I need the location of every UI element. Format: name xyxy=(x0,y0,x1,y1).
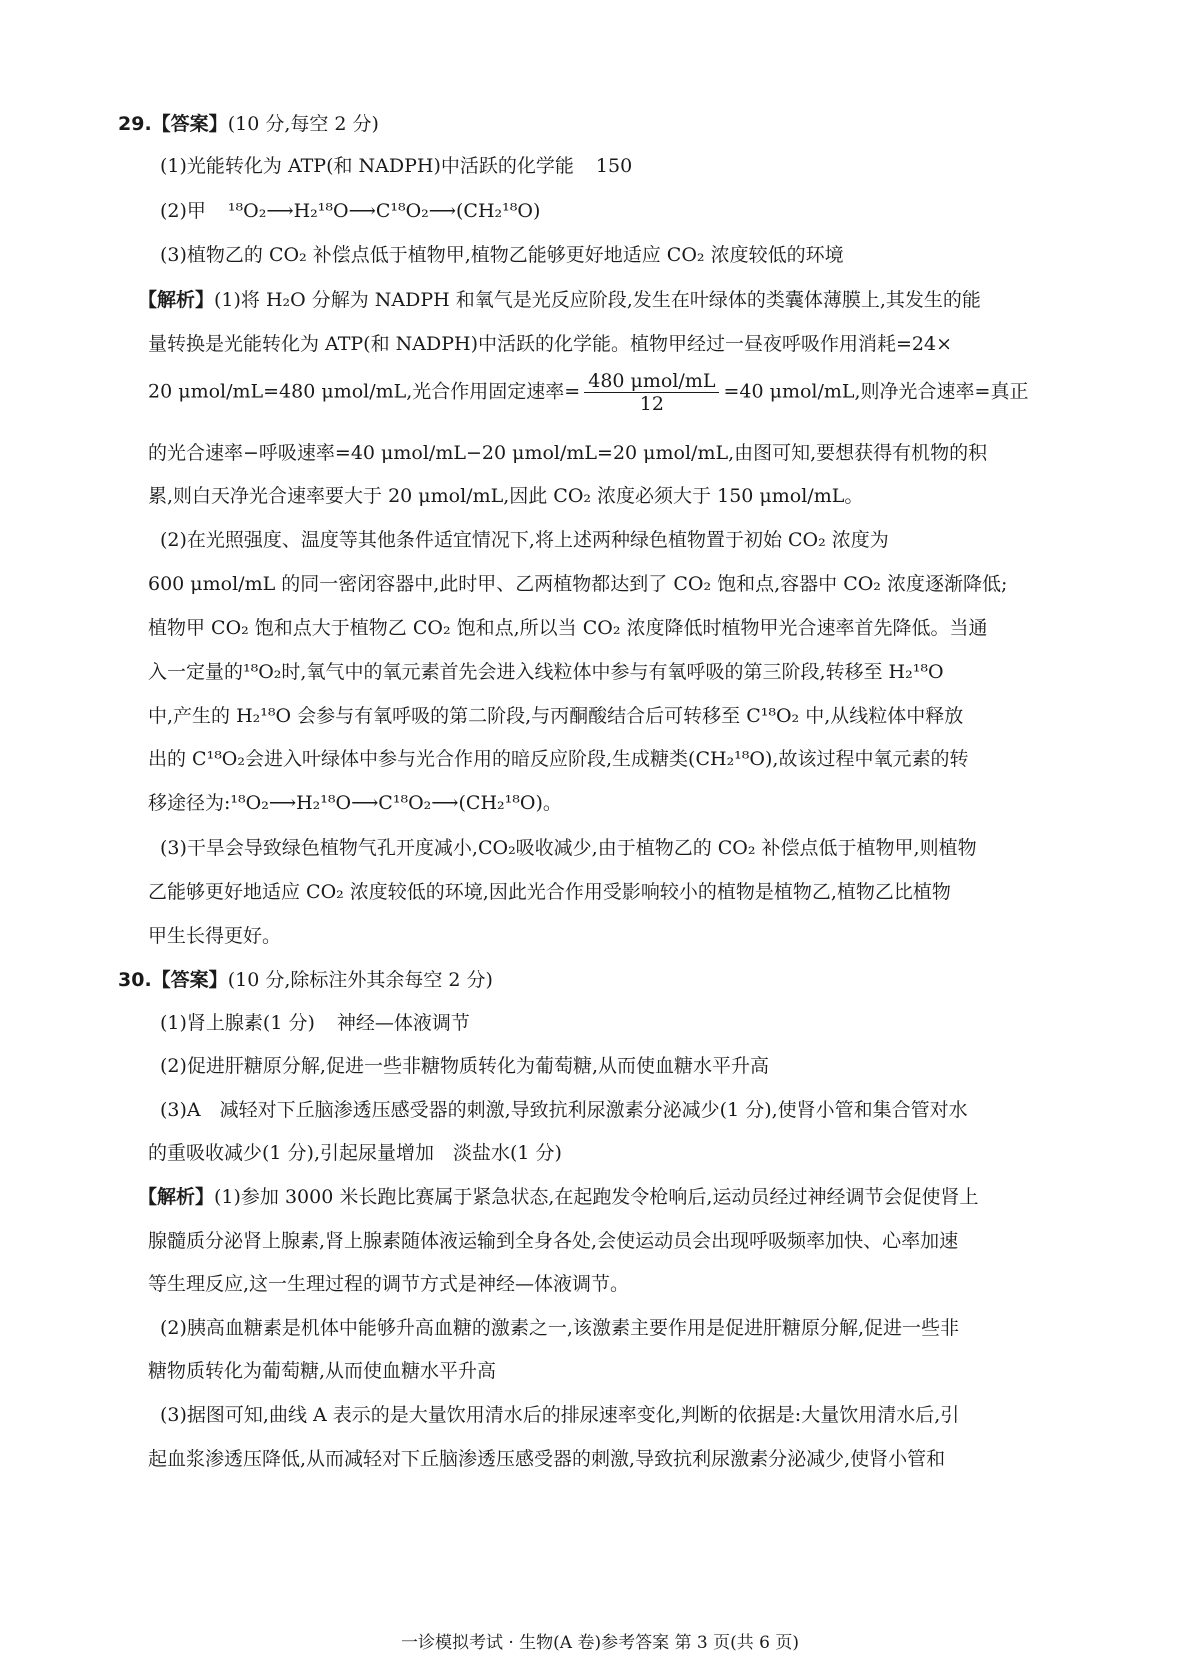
q30-answer-1-value: 神经—体液调节 xyxy=(336,1012,470,1034)
q29-answer-1-text: (1)光能转化为 ATP(和 NADPH)中活跃的化学能 xyxy=(160,155,574,177)
q29-answer-2 xyxy=(160,199,540,223)
q29-answer-2-path: ¹⁸O₂⟶H₂¹⁸O⟶C¹⁸O₂⟶(CH₂¹⁸O) xyxy=(227,200,541,222)
q29-answer-3: (3)植物乙的 CO₂ 补偿点低于植物甲,植物乙能够更好地适应 CO₂ 浓度较低的环境 xyxy=(160,244,844,266)
q29-number: 29. xyxy=(118,113,152,135)
q29-analysis-line-1 xyxy=(138,288,981,312)
q29-analysis-p2-l3: 植物甲 CO₂ 饱和点大于植物乙 CO₂ 饱和点,所以当 CO₂ 浓度降低时植物甲光合速率首先降低。当通 xyxy=(148,617,988,639)
q30-analysis-p1-l2: 腺髓质分泌肾上腺素,肾上腺素随体液运输到全身各处,会使运动员会出现呼吸频率加快、心率加速 xyxy=(148,1230,959,1252)
q30-analysis-p2-l2: 糖物质转化为葡萄糖,从而使血糖水平升高 xyxy=(148,1360,497,1382)
q29-answer-2-prefix: (2)甲 xyxy=(160,200,206,222)
q30-header xyxy=(118,968,493,992)
q29-header xyxy=(118,112,379,136)
q29-analysis-p1-l1: (1)将 H₂O 分解为 NADPH 和氧气是光反应阶段,发生在叶绿体的类囊体薄膜上,其发生的能 xyxy=(214,289,981,311)
q29-analysis-p2-l1: (2)在光照强度、温度等其他条件适宜情况下,将上述两种绿色植物置于初始 CO₂ 浓度为 xyxy=(160,529,889,551)
q29-analysis-p2-l6: 出的 C¹⁸O₂会进入叶绿体中参与光合作用的暗反应阶段,生成糖类(CH₂¹⁸O),故该过程中氧元素的转 xyxy=(148,748,969,770)
q30-answer-tag: 【答案】 xyxy=(151,969,228,991)
q29-answer-1 xyxy=(160,154,632,178)
q29-answer-note: (10 分,每空 2 分) xyxy=(227,113,379,135)
page-footer: 一诊模拟考试 · 生物(A 卷)参考答案 第 3 页(共 6 页) xyxy=(400,1633,800,1653)
fraction-numerator: 480 μmol/mL xyxy=(584,370,719,393)
q30-answer-1-text: (1)肾上腺素(1 分) xyxy=(160,1012,315,1034)
q29-analysis-p2-l5: 中,产生的 H₂¹⁸O 会参与有氧呼吸的第二阶段,与丙酮酸结合后可转移至 C¹⁸O₂ 中,从线粒体中释放 xyxy=(148,705,964,727)
q29-analysis-p2-l2: 600 μmol/mL 的同一密闭容器中,此时甲、乙两植物都达到了 CO₂ 饱和点,容器中 CO₂ 浓度逐渐降低; xyxy=(148,573,1008,595)
q30-analysis-p3-l1: (3)据图可知,曲线 A 表示的是大量饮用清水后的排尿速率变化,判断的依据是:大量饮用清水后,引 xyxy=(160,1404,960,1426)
q29-analysis-p3-l2: 乙能够更好地适应 CO₂ 浓度较低的环境,因此光合作用受影响较小的植物是植物乙,植物乙比植物 xyxy=(148,881,951,903)
q29-analysis-p1-l3 xyxy=(148,370,1068,415)
q29-analysis-p3-l1: (3)干旱会导致绿色植物气孔开度减小,CO₂吸收减少,由于植物乙的 CO₂ 补偿点低于植物甲,则植物 xyxy=(160,837,977,859)
fraction-denominator: 12 xyxy=(639,393,664,415)
q30-answer-2: (2)促进肝糖原分解,促进一些非糖物质转化为葡萄糖,从而使血糖水平升高 xyxy=(160,1055,769,1077)
fraction xyxy=(584,370,719,415)
q30-answer-note: (10 分,除标注外其余每空 2 分) xyxy=(227,969,493,991)
q29-analysis-p2-l7: 移途径为:¹⁸O₂⟶H₂¹⁸O⟶C¹⁸O₂⟶(CH₂¹⁸O)。 xyxy=(148,792,562,814)
q29-analysis-p1-l3-b: =40 μmol/mL,则净光合速率=真正 xyxy=(723,380,1029,403)
q29-answer-tag: 【答案】 xyxy=(151,113,228,135)
q30-analysis-p3-l2: 起血浆渗透压降低,从而减轻对下丘脑渗透压感受器的刺激,导致抗利尿激素分泌减少,使肾小管和 xyxy=(148,1448,946,1470)
q29-analysis-p2-l4: 入一定量的¹⁸O₂时,氧气中的氧元素首先会进入线粒体中参与有氧呼吸的第三阶段,转移至 H₂¹⁸O xyxy=(148,661,944,683)
q30-analysis-p2-l1: (2)胰高血糖素是机体中能够升高血糖的激素之一,该激素主要作用是促进肝糖原分解,促进一些非 xyxy=(160,1317,959,1339)
q29-analysis-p1-l3-a: 20 μmol/mL=480 μmol/mL,光合作用固定速率= xyxy=(148,380,581,403)
q30-analysis-p1-l1: (1)参加 3000 米长跑比赛属于紧急状态,在起跑发令枪响后,运动员经过神经调节会促使肾上 xyxy=(214,1186,979,1208)
q30-analysis-line-1 xyxy=(138,1185,978,1209)
q30-answer-1 xyxy=(160,1011,470,1035)
q29-answer-1-value: 150 xyxy=(595,155,633,177)
q29-analysis-p1-l2: 量转换是光能转化为 ATP(和 NADPH)中活跃的化学能。植物甲经过一昼夜呼吸作用消耗=24× xyxy=(148,333,952,355)
q29-analysis-tag: 【解析】 xyxy=(138,289,215,311)
q30-answer-3-l1: (3)A 减轻对下丘脑渗透压感受器的刺激,导致抗利尿激素分泌减少(1 分),使肾小管和集合管对水 xyxy=(160,1099,968,1121)
q29-analysis-p1-l4: 的光合速率−呼吸速率=40 μmol/mL−20 μmol/mL=20 μmol/mL,由图可知,要想获得有机物的积 xyxy=(148,442,988,464)
q30-analysis-p1-l3: 等生理反应,这一生理过程的调节方式是神经—体液调节。 xyxy=(148,1273,630,1295)
q29-analysis-p3-l3: 甲生长得更好。 xyxy=(148,925,282,947)
q30-analysis-tag: 【解析】 xyxy=(138,1186,215,1208)
q30-answer-3-l2: 的重吸收减少(1 分),引起尿量增加 淡盐水(1 分) xyxy=(148,1142,562,1164)
q30-number: 30. xyxy=(118,969,152,991)
q29-analysis-p1-l5: 累,则白天净光合速率要大于 20 μmol/mL,因此 CO₂ 浓度必须大于 150 μmol/mL。 xyxy=(148,485,864,507)
